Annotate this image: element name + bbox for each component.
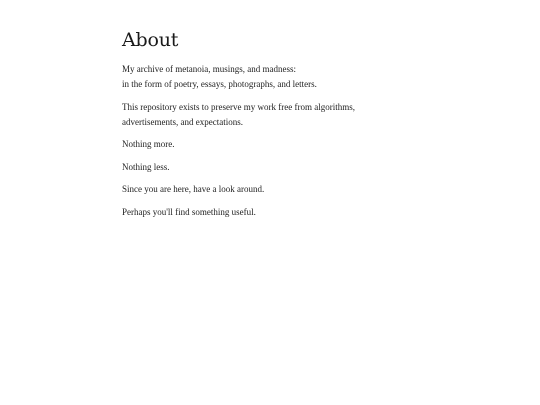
nothing-less-paragraph [122,160,422,175]
paragraph-line: Nothing more. [122,139,175,150]
paragraph-line: Nothing less. [122,161,170,172]
paragraph-line: Since you are here, have a look around. [122,184,265,195]
paragraph-line: Perhaps you'll find something useful. [122,206,256,217]
look-around-paragraph [122,182,422,197]
nothing-more-paragraph [122,137,422,152]
paragraph-line: This repository exists to preserve my work free from algorithms, [122,101,355,112]
paragraph-line: in the form of poetry, essays, photographs, and letters. [122,79,317,89]
paragraph-line: advertisements, and expectations. [122,116,243,127]
closing-paragraph [122,205,422,220]
purpose-paragraph [122,100,422,130]
about-content [122,27,422,228]
intro-paragraph [122,62,422,92]
page-title: About [122,29,179,51]
paragraph-line: My archive of metanoia, musings, and madness: [122,64,296,74]
